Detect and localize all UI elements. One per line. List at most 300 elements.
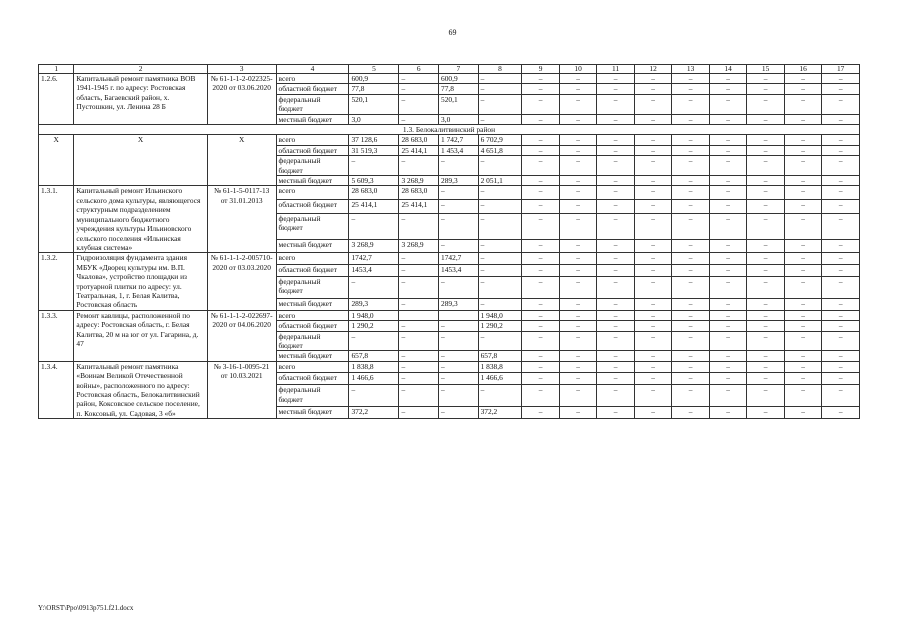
empty-cell: – [522, 373, 560, 385]
item-number: 1.3.3. [39, 310, 74, 361]
amount-cell: 2 051,1 [478, 176, 522, 186]
empty-cell: – [597, 186, 635, 200]
amount-cell: – [478, 156, 522, 176]
empty-cell: – [634, 84, 672, 94]
empty-cell: – [784, 361, 822, 373]
empty-cell: – [634, 74, 672, 84]
empty-cell: – [634, 186, 672, 200]
amount-cell: – [399, 361, 439, 373]
empty-cell: – [634, 276, 672, 298]
funding-source: федеральный бюджет [276, 331, 349, 351]
empty-cell: – [784, 200, 822, 214]
amount-cell: 5 609,3 [349, 176, 399, 186]
empty-cell: – [747, 239, 785, 253]
empty-cell: – [822, 299, 860, 311]
empty-cell: – [822, 200, 860, 214]
item-document: № 61-1-1-2-005710-2020 от 03.03.2020 [207, 253, 276, 310]
empty-cell: – [559, 299, 597, 311]
amount-cell: 1 290,2 [349, 321, 399, 331]
item-name: Х [74, 135, 207, 186]
empty-cell: – [522, 265, 560, 277]
empty-cell: – [597, 176, 635, 186]
empty-cell: – [597, 145, 635, 155]
empty-cell: – [559, 321, 597, 331]
amount-cell: 28 683,0 [399, 186, 439, 200]
empty-cell: – [559, 213, 597, 239]
amount-cell: – [399, 299, 439, 311]
empty-cell: – [672, 361, 710, 373]
empty-cell: – [709, 114, 747, 124]
empty-cell: – [634, 200, 672, 214]
empty-cell: – [559, 135, 597, 145]
empty-cell: – [672, 299, 710, 311]
empty-cell: – [522, 351, 560, 361]
empty-cell: – [597, 200, 635, 214]
empty-cell: – [747, 331, 785, 351]
budget-table [38, 64, 860, 419]
empty-cell: – [709, 407, 747, 419]
empty-cell: – [597, 299, 635, 311]
funding-source: федеральный бюджет [276, 385, 349, 407]
empty-cell: – [522, 186, 560, 200]
amount-cell: 1 838,8 [349, 361, 399, 373]
empty-cell: – [784, 145, 822, 155]
amount-cell: 657,8 [349, 351, 399, 361]
amount-cell: – [399, 253, 439, 265]
empty-cell: – [747, 299, 785, 311]
empty-cell: – [522, 135, 560, 145]
empty-cell: – [784, 351, 822, 361]
amount-cell: 372,2 [349, 407, 399, 419]
amount-cell: – [478, 331, 522, 351]
empty-cell: – [672, 351, 710, 361]
item-name: Капитальный ремонт памятника ВОВ 1941-1945 г. по адресу: Ростовская область, Багаевский район, х. Пустошкин, ул. Ленина 28 Б [74, 74, 207, 125]
empty-cell: – [522, 331, 560, 351]
empty-cell: – [634, 373, 672, 385]
empty-cell: – [559, 276, 597, 298]
table-row [39, 361, 860, 373]
empty-cell: – [672, 176, 710, 186]
amount-cell: – [349, 276, 399, 298]
funding-source: всего [276, 74, 349, 84]
funding-source: местный бюджет [276, 239, 349, 253]
amount-cell: – [439, 200, 479, 214]
empty-cell: – [522, 321, 560, 331]
amount-cell: – [439, 276, 479, 298]
empty-cell: – [672, 373, 710, 385]
column-number: 8 [478, 65, 522, 74]
empty-cell: – [747, 385, 785, 407]
amount-cell: – [439, 239, 479, 253]
empty-cell: – [709, 385, 747, 407]
empty-cell: – [522, 84, 560, 94]
empty-cell: – [634, 114, 672, 124]
empty-cell: – [784, 331, 822, 351]
empty-cell: – [672, 186, 710, 200]
empty-cell: – [822, 74, 860, 84]
empty-cell: – [822, 253, 860, 265]
amount-cell: 1 466,6 [349, 373, 399, 385]
amount-cell: – [478, 186, 522, 200]
funding-source: местный бюджет [276, 114, 349, 124]
empty-cell: – [747, 186, 785, 200]
empty-cell: – [634, 265, 672, 277]
table-row [39, 186, 860, 200]
amount-cell: – [439, 331, 479, 351]
amount-cell: – [399, 213, 439, 239]
empty-cell: – [747, 276, 785, 298]
empty-cell: – [822, 385, 860, 407]
empty-cell: – [747, 373, 785, 385]
column-number: 3 [207, 65, 276, 74]
empty-cell: – [672, 239, 710, 253]
amount-cell: 28 683,0 [349, 186, 399, 200]
empty-cell: – [597, 385, 635, 407]
funding-source: федеральный бюджет [276, 156, 349, 176]
empty-cell: – [597, 239, 635, 253]
item-document: № 61-1-1-2-022325-2020 от 03.06.2020 [207, 74, 276, 125]
amount-cell: 4 651,8 [478, 145, 522, 155]
empty-cell: – [672, 331, 710, 351]
amount-cell: – [478, 253, 522, 265]
empty-cell: – [597, 156, 635, 176]
amount-cell: 6 702,9 [478, 135, 522, 145]
empty-cell: – [822, 239, 860, 253]
empty-cell: – [559, 176, 597, 186]
empty-cell: – [784, 373, 822, 385]
empty-cell: – [597, 94, 635, 114]
amount-cell: 600,9 [349, 74, 399, 84]
column-number: 2 [74, 65, 207, 74]
empty-cell: – [597, 351, 635, 361]
empty-cell: – [822, 265, 860, 277]
empty-cell: – [822, 145, 860, 155]
empty-cell: – [522, 239, 560, 253]
empty-cell: – [709, 265, 747, 277]
column-number: 15 [747, 65, 785, 74]
amount-cell [399, 310, 439, 320]
empty-cell: – [597, 373, 635, 385]
empty-cell: – [522, 385, 560, 407]
amount-cell: 657,8 [478, 351, 522, 361]
column-number: 7 [439, 65, 479, 74]
empty-cell: – [747, 94, 785, 114]
empty-cell: – [559, 385, 597, 407]
empty-cell: – [559, 373, 597, 385]
empty-cell: – [747, 253, 785, 265]
item-number: 1.2.6. [39, 74, 74, 125]
empty-cell: – [634, 94, 672, 114]
table-row [39, 74, 860, 84]
amount-cell: – [478, 276, 522, 298]
empty-cell: – [559, 239, 597, 253]
funding-source: всего [276, 135, 349, 145]
amount-cell: 1 838,8 [478, 361, 522, 373]
empty-cell: – [522, 361, 560, 373]
funding-source: всего [276, 310, 349, 320]
amount-cell: 3,0 [439, 114, 479, 124]
empty-cell: – [559, 407, 597, 419]
item-name: Гидроизоляция фундамента здания МБУК «Дворец культуры им. В.П. Чкалова», устройство площадки из тротуарной плитки по адресу: ул. Театральная, 1, г. Белая Калитва, Ростовская область [74, 253, 207, 310]
empty-cell: – [522, 145, 560, 155]
empty-cell: – [784, 276, 822, 298]
empty-cell: – [559, 94, 597, 114]
empty-cell: – [634, 156, 672, 176]
empty-cell: – [559, 200, 597, 214]
empty-cell: – [597, 135, 635, 145]
amount-cell: 3,0 [349, 114, 399, 124]
amount-cell: – [478, 299, 522, 311]
empty-cell: – [784, 265, 822, 277]
amount-cell: 1742,7 [439, 253, 479, 265]
empty-cell: – [597, 114, 635, 124]
empty-cell: – [597, 331, 635, 351]
amount-cell: 1 453,4 [439, 145, 479, 155]
empty-cell: – [522, 176, 560, 186]
empty-cell: – [522, 156, 560, 176]
amount-cell: – [478, 94, 522, 114]
empty-cell: – [634, 331, 672, 351]
empty-cell: – [784, 94, 822, 114]
empty-cell: – [709, 135, 747, 145]
empty-cell: – [822, 213, 860, 239]
empty-cell: – [709, 361, 747, 373]
empty-cell: – [784, 299, 822, 311]
column-number: 14 [709, 65, 747, 74]
amount-cell: – [478, 74, 522, 84]
empty-cell: – [522, 253, 560, 265]
empty-cell: – [784, 84, 822, 94]
empty-cell: – [634, 135, 672, 145]
empty-cell: – [747, 321, 785, 331]
amount-cell: – [439, 407, 479, 419]
funding-source: местный бюджет [276, 176, 349, 186]
column-number: 1 [39, 65, 74, 74]
empty-cell: – [822, 156, 860, 176]
funding-source: областной бюджет [276, 373, 349, 385]
empty-cell: – [822, 373, 860, 385]
amount-cell: 77,8 [439, 84, 479, 94]
empty-cell: – [522, 213, 560, 239]
amount-cell: – [439, 156, 479, 176]
item-name: Капитальный ремонт Ильинского сельского дома культуры, являющегося структурным подразделением муниципального бюджетного учреждения культуры Ильиновского сельского поселения «Ильинская клубная система» [74, 186, 207, 253]
empty-cell: – [597, 253, 635, 265]
empty-cell: – [784, 321, 822, 331]
empty-cell: – [784, 310, 822, 320]
column-number: 12 [634, 65, 672, 74]
amount-cell: 1 466,6 [478, 373, 522, 385]
amount-cell: – [478, 114, 522, 124]
table-row [39, 253, 860, 265]
empty-cell: – [522, 200, 560, 214]
file-path-footer: Y:\ORST\Ppo\0913p751.f21.docx [38, 604, 134, 612]
empty-cell: – [522, 299, 560, 311]
amount-cell: 289,3 [349, 299, 399, 311]
empty-cell: – [709, 253, 747, 265]
page-number: 69 [448, 28, 457, 37]
empty-cell: – [822, 176, 860, 186]
empty-cell: – [747, 135, 785, 145]
empty-cell: – [784, 114, 822, 124]
amount-cell: – [399, 74, 439, 84]
amount-cell: – [439, 186, 479, 200]
empty-cell: – [597, 74, 635, 84]
empty-cell: – [784, 74, 822, 84]
table-row [39, 135, 860, 145]
item-document: № 3-16-1-0095-21 от 10.03.2021 [207, 361, 276, 418]
amount-cell: – [399, 331, 439, 351]
empty-cell: – [634, 385, 672, 407]
empty-cell: – [597, 361, 635, 373]
amount-cell: 289,3 [439, 176, 479, 186]
empty-cell: – [747, 156, 785, 176]
amount-cell: 600,9 [439, 74, 479, 84]
amount-cell: – [399, 407, 439, 419]
amount-cell: – [478, 385, 522, 407]
empty-cell: – [559, 74, 597, 84]
amount-cell: 289,3 [439, 299, 479, 311]
funding-source: федеральный бюджет [276, 276, 349, 298]
empty-cell: – [747, 310, 785, 320]
empty-cell: – [709, 94, 747, 114]
empty-cell: – [522, 276, 560, 298]
empty-cell: – [672, 407, 710, 419]
empty-cell: – [597, 407, 635, 419]
column-number: 4 [276, 65, 349, 74]
empty-cell: – [709, 200, 747, 214]
empty-cell: – [634, 253, 672, 265]
empty-cell: – [559, 114, 597, 124]
amount-cell: 25 414,1 [349, 200, 399, 214]
empty-cell: – [822, 351, 860, 361]
amount-cell: 3 268,9 [399, 176, 439, 186]
empty-cell: – [784, 407, 822, 419]
empty-cell: – [747, 74, 785, 84]
empty-cell: – [672, 276, 710, 298]
empty-cell: – [822, 94, 860, 114]
amount-cell: – [349, 331, 399, 351]
empty-cell: – [672, 385, 710, 407]
column-number: 13 [672, 65, 710, 74]
amount-cell: – [399, 156, 439, 176]
column-number: 6 [399, 65, 439, 74]
amount-cell: – [439, 373, 479, 385]
empty-cell: – [784, 176, 822, 186]
empty-cell: – [559, 156, 597, 176]
empty-cell: – [634, 145, 672, 155]
amount-cell: – [439, 361, 479, 373]
empty-cell: – [822, 321, 860, 331]
empty-cell: – [709, 213, 747, 239]
amount-cell: 1742,7 [349, 253, 399, 265]
amount-cell: 28 683,0 [399, 135, 439, 145]
empty-cell: – [634, 321, 672, 331]
amount-cell: 520,1 [349, 94, 399, 114]
empty-cell: – [559, 265, 597, 277]
empty-cell: – [709, 331, 747, 351]
funding-source: областной бюджет [276, 200, 349, 214]
empty-cell: – [672, 135, 710, 145]
empty-cell: – [672, 265, 710, 277]
empty-cell: – [709, 239, 747, 253]
empty-cell: – [822, 331, 860, 351]
empty-cell: – [672, 94, 710, 114]
empty-cell: – [672, 200, 710, 214]
empty-cell: – [559, 145, 597, 155]
empty-cell: – [522, 310, 560, 320]
amount-cell: – [399, 265, 439, 277]
amount-cell: – [478, 213, 522, 239]
empty-cell: – [709, 276, 747, 298]
column-number: 10 [559, 65, 597, 74]
amount-cell: – [439, 351, 479, 361]
empty-cell: – [634, 213, 672, 239]
section-row [39, 125, 860, 135]
empty-cell: – [709, 186, 747, 200]
amount-cell: 372,2 [478, 407, 522, 419]
empty-cell: – [784, 156, 822, 176]
empty-cell: – [709, 74, 747, 84]
empty-cell: – [822, 135, 860, 145]
amount-cell: 1 948,0 [478, 310, 522, 320]
amount-cell: – [349, 213, 399, 239]
empty-cell: – [822, 310, 860, 320]
empty-cell: – [634, 351, 672, 361]
empty-cell: – [822, 114, 860, 124]
item-number: 1.3.1. [39, 186, 74, 253]
amount-cell: 1 290,2 [478, 321, 522, 331]
column-number: 11 [597, 65, 635, 74]
empty-cell: – [709, 321, 747, 331]
column-number: 5 [349, 65, 399, 74]
funding-source: местный бюджет [276, 407, 349, 419]
empty-cell: – [634, 310, 672, 320]
funding-source: местный бюджет [276, 351, 349, 361]
empty-cell: – [784, 239, 822, 253]
amount-cell: – [399, 351, 439, 361]
empty-cell: – [559, 361, 597, 373]
empty-cell: – [522, 94, 560, 114]
section-title: 1.3. Белокалитвинский район [39, 125, 860, 135]
empty-cell: – [709, 145, 747, 155]
amount-cell: – [439, 321, 479, 331]
amount-cell: – [399, 94, 439, 114]
empty-cell: – [747, 351, 785, 361]
item-number: 1.3.4. [39, 361, 74, 418]
amount-cell: 25 414,1 [399, 200, 439, 214]
funding-source: всего [276, 186, 349, 200]
funding-source: федеральный бюджет [276, 213, 349, 239]
empty-cell: – [634, 407, 672, 419]
empty-cell: – [559, 331, 597, 351]
funding-source: всего [276, 253, 349, 265]
amount-cell: 1453,4 [349, 265, 399, 277]
amount-cell: 25 414,1 [399, 145, 439, 155]
empty-cell: – [822, 276, 860, 298]
empty-cell: – [709, 176, 747, 186]
amount-cell: – [399, 385, 439, 407]
funding-source: областной бюджет [276, 84, 349, 94]
amount-cell: 520,1 [439, 94, 479, 114]
amount-cell: – [399, 276, 439, 298]
empty-cell: – [747, 176, 785, 186]
empty-cell: – [522, 407, 560, 419]
empty-cell: – [784, 213, 822, 239]
empty-cell: – [597, 213, 635, 239]
item-document: Х [207, 135, 276, 186]
empty-cell: – [672, 84, 710, 94]
empty-cell: – [709, 310, 747, 320]
